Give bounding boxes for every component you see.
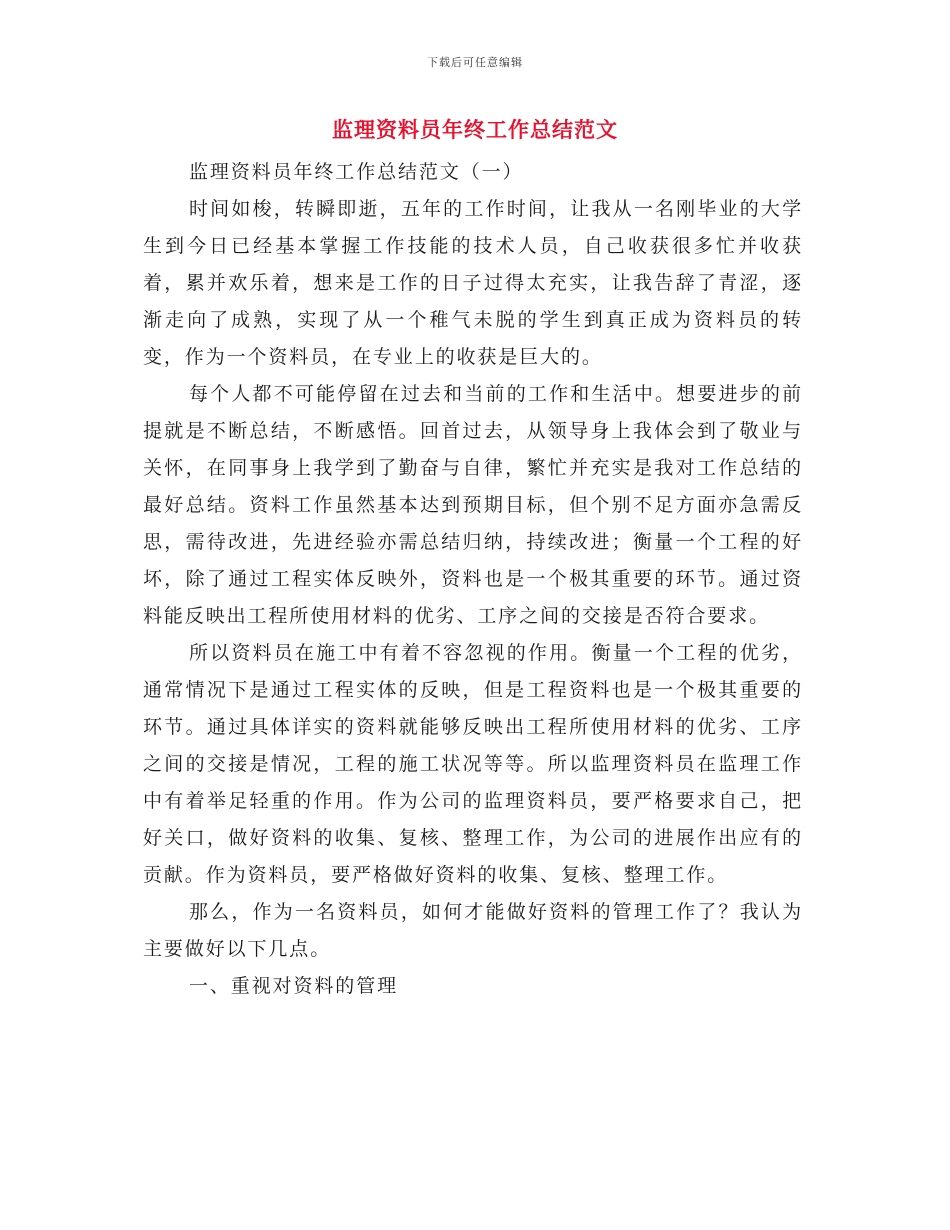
subtitle-paragraph: 监理资料员年终工作总结范文（一） [189,161,524,183]
body-paragraph: 所以资料员在施工中有着不容忽视的作用。衡量一个工程的优劣，通常情况下是通过工程实体的反映，但是工程资料也是一个极其重要的环节。通过具体详实的资料就能够反映出工程所使用材料的优劣、工序之间的交接是情况，工程的施工状况等等。所以监理资料员在监理工作中有着举足轻重的作用。作为公司的监理资料员，要严格要求自己，把好关口，做好资料的收集、复核、整理工作，为公司的进展作出应有的贡献。作为资料员，要严格做好资料的收集、复核、整理工作。 [143,642,803,886]
document-body [143,154,803,1005]
body-paragraph: 那么，作为一名资料员，如何才能做好资料的管理工作了？我认为主要做好以下几点。 [143,901,803,960]
body-paragraph: 时间如梭，转瞬即逝，五年的工作时间，让我从一名刚毕业的大学生到今日已经基本掌握工作技能的技术人员，自己收获很多忙并收获着，累并欢乐着，想来是工作的日子过得太充实，让我告辞了青涩，逐渐走向了成熟，实现了从一个稚气未脱的学生到真正成为资料员的转变，作为一个资料员，在专业上的收获是巨大的。 [143,198,803,368]
document-title: 监理资料员年终工作总结范文 [332,117,618,142]
body-paragraph: 每个人都不可能停留在过去和当前的工作和生活中。想要进步的前提就是不断总结，不断感悟。回首过去，从领导身上我体会到了敬业与关怀，在同事身上我学到了勤奋与自律，繁忙并充实是我对工作总结的最好总结。资料工作虽然基本达到预期目标，但个别不足方面亦急需反思，需待改进，先进经验亦需总结归纳，持续改进；衡量一个工程的好坏，除了通过工程实体反映外，资料也是一个极其重要的环节。通过资料能反映出工程所使用材料的优劣、工序之间的交接是否符合要求。 [143,383,803,627]
header-note: 下载后可任意编辑 [427,56,523,69]
section-heading: 一、重视对资料的管理 [189,975,399,997]
